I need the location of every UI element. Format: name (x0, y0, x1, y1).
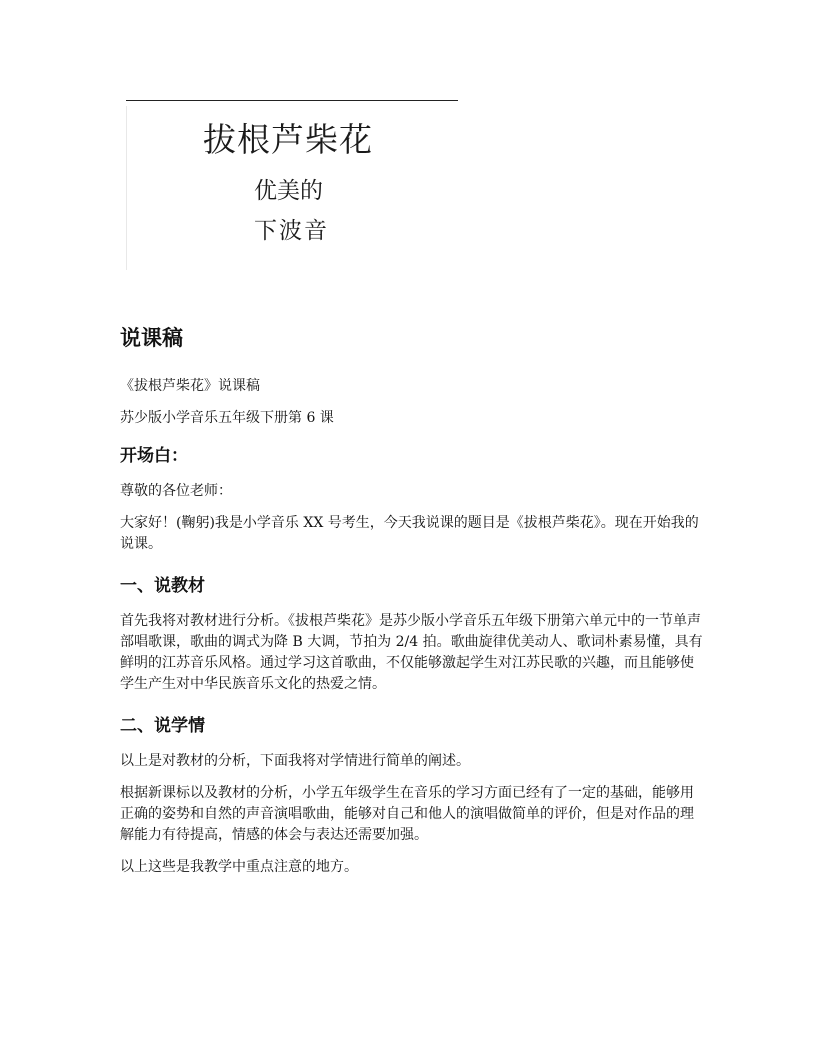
header-image (126, 100, 458, 272)
image-line-2: 下波音 (254, 218, 329, 244)
paragraph: 以上是对教材的分析，下面我将对学情进行简单的阐述。 (120, 753, 470, 769)
paragraph: 首先我将对教材进行分析。《拔根芦柴花》是苏少版小学音乐五年级下册第六单元中的一节单声部唱歌课，歌曲的调式为降 B 大调，节拍为 2/4 拍。歌曲旋律优美动人、歌词朴素易懂，具有鲜明的江苏音乐风格。通过学习这首歌曲，不仅能够激起学生对江苏民歌的兴趣，而且能够使学生产生对中华民族音乐文化的热爱之情。 (120, 613, 703, 692)
paragraph: 尊敬的各位老师： (120, 483, 232, 499)
section-heading-learners: 二、说学情 (120, 716, 205, 736)
image-edge (126, 106, 127, 270)
paragraph: 以上这些是我教学中重点注意的地方。 (120, 859, 358, 875)
paragraph: 大家好！(鞠躬)我是小学音乐 XX 号考生，今天我说课的题目是《拔根芦柴花》。现在开始我的说课。 (120, 515, 699, 552)
image-line-1: 优美的 (254, 178, 323, 204)
document-subtitle-1: 《拔根芦柴花》说课稿 (120, 378, 260, 394)
document-title: 说课稿 (120, 326, 183, 350)
document-subtitle-2: 苏少版小学音乐五年级下册第 6 课 (120, 410, 334, 426)
paragraph: 根据新课标以及教材的分析，小学五年级学生在音乐的学习方面已经有了一定的基础，能够用正确的姿势和自然的声音演唱歌曲，能够对自己和他人的演唱做简单的评价，但是对作品的理解能力有待提高，情感的体会与表达还需要加强。 (120, 785, 694, 843)
document-body (120, 322, 705, 889)
section-heading-materials: 一、说教材 (120, 576, 205, 596)
image-title: 拔根芦柴花 (203, 120, 373, 159)
section-heading-opening: 开场白： (120, 446, 188, 466)
header-rule (126, 100, 458, 101)
